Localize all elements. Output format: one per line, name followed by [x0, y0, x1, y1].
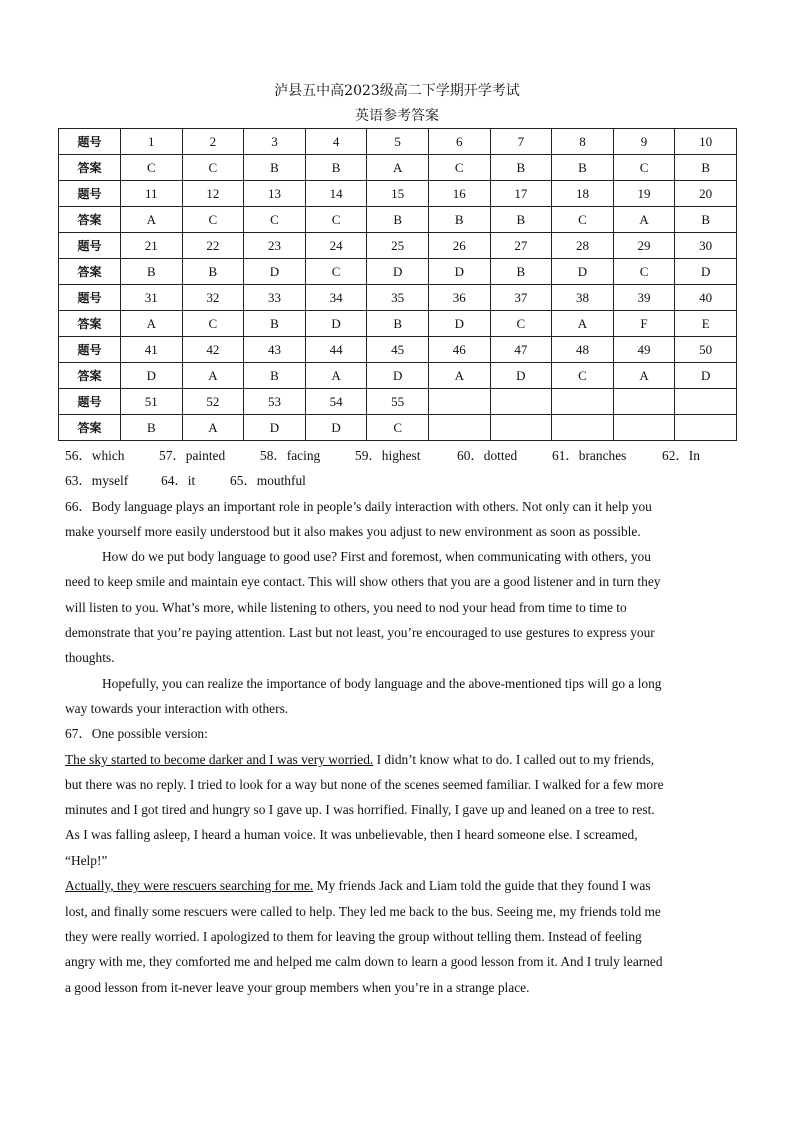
essay67-line: minutes and I got tired and hungry so I gave up. I was horrified. Finally, I gave up and leaned on a tree to rest.: [65, 802, 655, 817]
question-number-label: 题号: [59, 181, 121, 207]
question-number-cell: 24: [305, 233, 367, 259]
blank-answer-58: 58．facing: [260, 448, 321, 463]
question-number-cell: 27: [490, 233, 552, 259]
answer-cell: B: [490, 259, 552, 285]
question-number-label: 题号: [59, 285, 121, 311]
question-row: [59, 285, 737, 311]
question-number-cell: 3: [244, 129, 306, 155]
question-number-cell: 53: [244, 389, 306, 415]
essay67-paragraph1-lead-sentence: The sky started to become darker and I was very worried.: [65, 752, 374, 767]
question-number-cell: 55: [367, 389, 429, 415]
blank-answer-60: 60．dotted: [457, 448, 518, 463]
answer-cell: C: [552, 207, 614, 233]
answer-row: [59, 259, 737, 285]
question-number-cell: [428, 389, 490, 415]
question-number-cell: 48: [552, 337, 614, 363]
answer-cell: D: [305, 415, 367, 441]
answer-cell: [613, 415, 675, 441]
essay67-line: angry with me, they comforted me and helped me calm down to learn a good lesson from it. And I truly learned: [65, 954, 663, 969]
essay66-line: 66．Body language plays an important role in people’s daily interaction with others. Not only can it help you: [65, 499, 652, 514]
answer-cell: C: [490, 311, 552, 337]
question-number-cell: 19: [613, 181, 675, 207]
essay67-paragraph2-lead-sentence: Actually, they were rescuers searching for me.: [65, 878, 314, 893]
answer-cell: A: [121, 207, 183, 233]
answer-cell: D: [367, 363, 429, 389]
answer-cell: C: [244, 207, 306, 233]
essay66-line: How do we put body language to good use? First and foremost, when communicating with others, you: [102, 549, 651, 564]
answer-label: 答案: [59, 311, 121, 337]
question-number-cell: [675, 389, 737, 415]
blank-answer-56: 56．which: [65, 448, 125, 463]
question-number-cell: 44: [305, 337, 367, 363]
answer-cell: C: [428, 155, 490, 181]
answer-cell: B: [367, 207, 429, 233]
answer-cell: A: [613, 207, 675, 233]
question-number-cell: 2: [182, 129, 244, 155]
answer-cell: D: [552, 259, 614, 285]
question-number-cell: 11: [121, 181, 183, 207]
blank-answer-59: 59．highest: [355, 448, 421, 463]
answer-row: [59, 311, 737, 337]
essay67-line: “Help!”: [65, 853, 108, 868]
question-number-cell: [613, 389, 675, 415]
answer-cell: D: [675, 259, 737, 285]
answer-row: [59, 207, 737, 233]
question-number-cell: 34: [305, 285, 367, 311]
question-number-cell: 8: [552, 129, 614, 155]
question-number-cell: 50: [675, 337, 737, 363]
question-row: [59, 233, 737, 259]
question-number-cell: 29: [613, 233, 675, 259]
answer-cell: D: [244, 259, 306, 285]
answer-cell: C: [305, 207, 367, 233]
essay66-line: thoughts.: [65, 650, 115, 665]
question-number-cell: 47: [490, 337, 552, 363]
essay67-intro: 67．One possible version:: [65, 726, 208, 741]
answer-cell: D: [367, 259, 429, 285]
essay67-paragraph2-opening: [65, 873, 735, 898]
answer-row: [59, 155, 737, 181]
answer-cell: [675, 415, 737, 441]
question-number-cell: 26: [428, 233, 490, 259]
question-number-cell: 37: [490, 285, 552, 311]
question-number-cell: 5: [367, 129, 429, 155]
answer-cell: D: [244, 415, 306, 441]
question-number-cell: 25: [367, 233, 429, 259]
answer-cell: B: [182, 259, 244, 285]
question-row: [59, 389, 737, 415]
blank-answer-63: 63．myself: [65, 473, 129, 488]
question-number-cell: 28: [552, 233, 614, 259]
essay66-line: need to keep smile and maintain eye contact. This will show others that you are a good listener and in turn they: [65, 574, 661, 589]
question-number-cell: 23: [244, 233, 306, 259]
answer-cell: D: [428, 311, 490, 337]
blank-answer-62: 62．In: [662, 448, 700, 463]
question-number-cell: 7: [490, 129, 552, 155]
question-number-cell: 6: [428, 129, 490, 155]
question-number-cell: 32: [182, 285, 244, 311]
answer-cell: A: [613, 363, 675, 389]
answer-cell: B: [244, 363, 306, 389]
answer-cell: B: [675, 155, 737, 181]
question-number-cell: 10: [675, 129, 737, 155]
answer-cell: C: [121, 155, 183, 181]
question-number-cell: 31: [121, 285, 183, 311]
question-number-cell: 40: [675, 285, 737, 311]
question-number-cell: 42: [182, 337, 244, 363]
question-number-cell: 54: [305, 389, 367, 415]
answer-cell: [490, 415, 552, 441]
question-number-cell: 45: [367, 337, 429, 363]
essay67-line: but there was no reply. I tried to look for a way but none of the scenes seemed familiar. I walked for a few more: [65, 777, 664, 792]
answer-label: 答案: [59, 207, 121, 233]
question-number-label: 题号: [59, 233, 121, 259]
answer-cell: D: [675, 363, 737, 389]
question-number-cell: 13: [244, 181, 306, 207]
question-number-cell: 4: [305, 129, 367, 155]
answer-row: [59, 363, 737, 389]
essay66-line: demonstrate that you’re paying attention. Last but not least, you’re encouraged to use gestures to express your: [65, 625, 655, 640]
answer-cell: B: [428, 207, 490, 233]
question-number-cell: 33: [244, 285, 306, 311]
essay66-line: way towards your interaction with others.: [65, 701, 289, 716]
essay66-line: Hopefully, you can realize the importance of body language and the above-mentioned tips will go a long: [102, 676, 662, 691]
question-number-cell: 39: [613, 285, 675, 311]
answer-table: [58, 128, 737, 441]
question-number-cell: 1: [121, 129, 183, 155]
answer-cell: A: [367, 155, 429, 181]
page-subtitle: 英语参考答案: [355, 108, 439, 124]
question-number-cell: 21: [121, 233, 183, 259]
essay67-paragraph2-lead-rest: My friends Jack and Liam told the guide that they found I was: [313, 878, 651, 893]
answer-cell: A: [121, 311, 183, 337]
answer-cell: A: [305, 363, 367, 389]
answer-cell: C: [367, 415, 429, 441]
question-number-label: 题号: [59, 337, 121, 363]
answer-cell: B: [244, 155, 306, 181]
answer-cell: B: [490, 207, 552, 233]
question-number-cell: 18: [552, 181, 614, 207]
answer-cell: B: [305, 155, 367, 181]
essay66-line: will listen to you. What’s more, while listening to others, you need to nod your head from time to time to: [65, 600, 627, 615]
question-number-label: 题号: [59, 129, 121, 155]
page-title: 泸县五中高2023级高二下学期开学考试: [274, 83, 520, 99]
essay67-line: a good lesson from it-never leave your group members when you’re in a strange place.: [65, 980, 530, 995]
question-number-cell: [552, 389, 614, 415]
answer-cell: C: [182, 207, 244, 233]
question-number-cell: 22: [182, 233, 244, 259]
answer-cell: C: [182, 311, 244, 337]
blank-answer-65: 65．mouthful: [230, 473, 306, 488]
essay67-paragraph1-lead-rest: I didn’t know what to do. I called out to my friends,: [373, 752, 655, 767]
essay67-line: lost, and finally some rescuers were called to help. They led me back to the bus. Seeing me, my friends told me: [65, 904, 661, 919]
answer-cell: B: [121, 415, 183, 441]
essay67-line: As I was falling asleep, I heard a human voice. It was unbelievable, then I heard someone else. I screamed,: [65, 827, 638, 842]
answer-cell: B: [490, 155, 552, 181]
answer-cell: [552, 415, 614, 441]
question-number-cell: 46: [428, 337, 490, 363]
question-number-cell: 30: [675, 233, 737, 259]
blank-answer-57: 57．painted: [159, 448, 226, 463]
answer-cell: A: [182, 415, 244, 441]
question-number-cell: 16: [428, 181, 490, 207]
blank-answer-61: 61．branches: [552, 448, 627, 463]
question-number-cell: 15: [367, 181, 429, 207]
answer-cell: C: [552, 363, 614, 389]
answer-cell: C: [613, 259, 675, 285]
essay66-line: make yourself more easily understood but it also makes you adjust to new environment as soon as possible.: [65, 524, 641, 539]
answer-cell: B: [244, 311, 306, 337]
essay67-paragraph1-opening: [65, 747, 735, 772]
answer-cell: B: [675, 207, 737, 233]
answer-cell: B: [552, 155, 614, 181]
answer-cell: D: [305, 311, 367, 337]
answer-cell: C: [305, 259, 367, 285]
question-number-cell: 9: [613, 129, 675, 155]
answer-cell: D: [428, 259, 490, 285]
answer-cell: F: [613, 311, 675, 337]
answer-label: 答案: [59, 363, 121, 389]
essay67-line: they were really worried. I apologized to them for leaving the group without telling them. Instead of feeling: [65, 929, 642, 944]
question-number-cell: 49: [613, 337, 675, 363]
answer-cell: A: [182, 363, 244, 389]
answer-cell: A: [552, 311, 614, 337]
question-number-cell: 14: [305, 181, 367, 207]
question-number-cell: 51: [121, 389, 183, 415]
question-number-cell: 43: [244, 337, 306, 363]
question-number-cell: 52: [182, 389, 244, 415]
question-number-cell: 35: [367, 285, 429, 311]
question-number-cell: 36: [428, 285, 490, 311]
answer-cell: D: [121, 363, 183, 389]
answer-cell: C: [613, 155, 675, 181]
answer-cell: B: [367, 311, 429, 337]
question-number-cell: [490, 389, 552, 415]
answer-cell: C: [182, 155, 244, 181]
question-row: [59, 129, 737, 155]
question-number-cell: 12: [182, 181, 244, 207]
answer-label: 答案: [59, 155, 121, 181]
question-row: [59, 181, 737, 207]
answer-cell: B: [121, 259, 183, 285]
answer-cell: A: [428, 363, 490, 389]
question-number-cell: 20: [675, 181, 737, 207]
question-row: [59, 337, 737, 363]
answer-label: 答案: [59, 415, 121, 441]
answer-cell: E: [675, 311, 737, 337]
question-number-cell: 17: [490, 181, 552, 207]
question-number-label: 题号: [59, 389, 121, 415]
answer-row: [59, 415, 737, 441]
answer-label: 答案: [59, 259, 121, 285]
blank-answer-64: 64．it: [161, 473, 196, 488]
question-number-cell: 38: [552, 285, 614, 311]
question-number-cell: 41: [121, 337, 183, 363]
answer-cell: D: [490, 363, 552, 389]
answer-cell: [428, 415, 490, 441]
